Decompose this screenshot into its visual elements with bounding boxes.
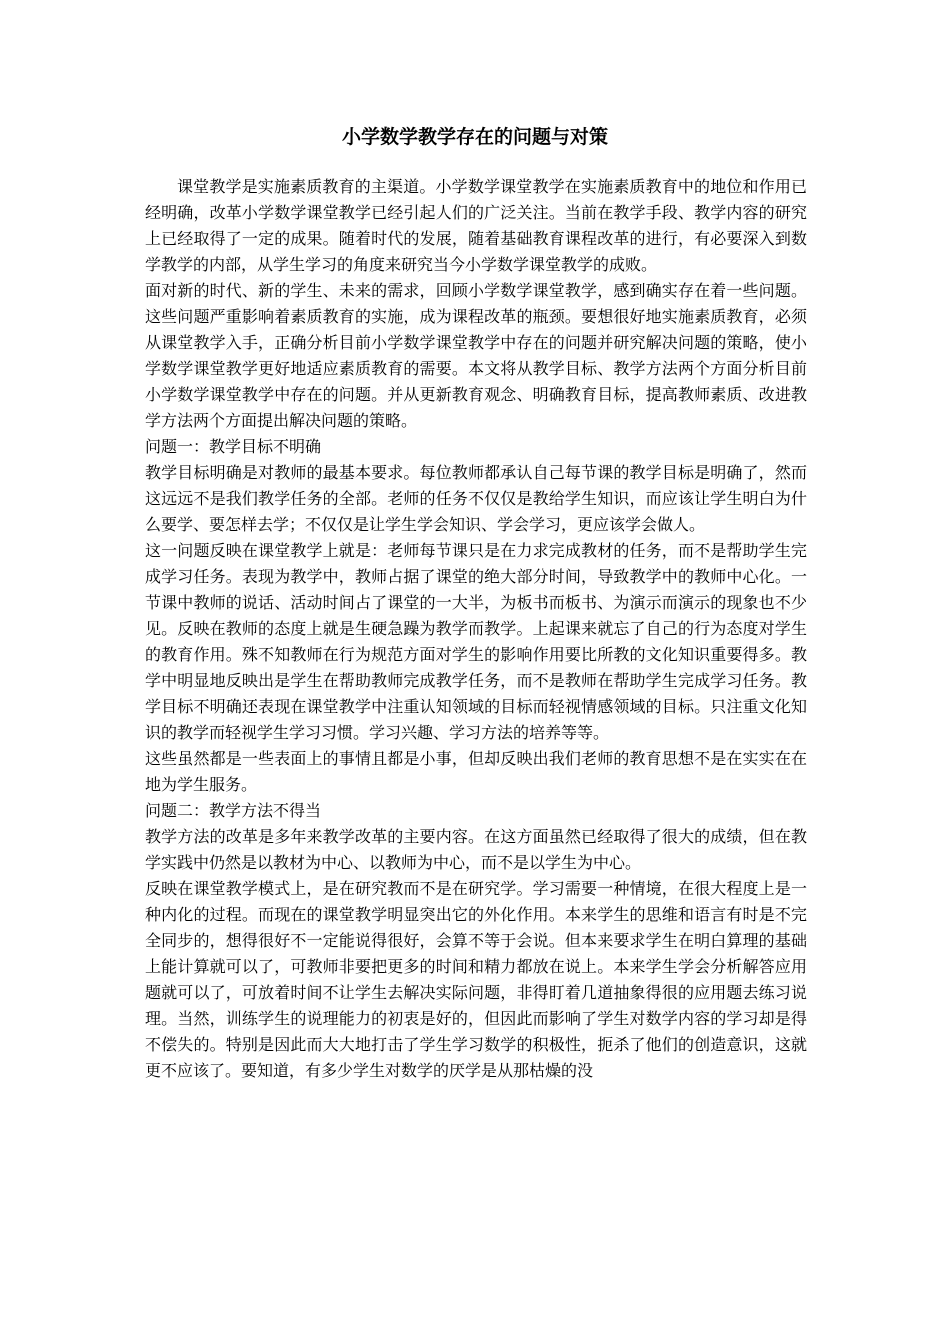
- paragraph-problem-two-intro: 教学方法的改革是多年来教学改革的主要内容。在这方面虽然已经取得了很大的成绩，但在教学实践中仍然是以教材为中心、以教师为中心，而不是以学生为中心。: [145, 827, 807, 872]
- section-heading-problem-two: 问题二：教学方法不得当: [145, 801, 322, 820]
- paragraph-problem-one-intro: 教学目标明确是对教师的最基本要求。每位教师都承认自己每节课的教学目标是明确了，然而这远远不是我们教学任务的全部。老师的任务不仅仅是教给学生知识，而应该让学生明白为什么要学、要怎样去学；不仅仅是让学生学会知识、学会学习，更应该学会做人。: [145, 463, 807, 534]
- paragraph-problems-overview: 面对新的时代、新的学生、未来的需求，回顾小学数学课堂教学，感到确实存在着一些问题。这些问题严重影响着素质教育的实施，成为课程改革的瓶颈。要想很好地实施素质教育，必须从课堂教学入手，正确分析目前小学数学课堂教学中存在的问题并研究解决问题的策略，使小学数学课堂教学更好地适应素质教育的需要。本文将从教学目标、教学方法两个方面分析目前小学数学课堂教学中存在的问题。并从更新教育观念、明确教育目标，提高教师素质、改进教学方法两个方面提出解决问题的策略。: [145, 281, 807, 430]
- document-title: 小学数学教学存在的问题与对策: [341, 126, 608, 148]
- document-body: [145, 174, 807, 1084]
- paragraph-problem-one-summary: 这些虽然都是一些表面上的事情且都是小事，但却反映出我们老师的教育思想不是在实实在在地为学生服务。: [145, 749, 807, 794]
- paragraph-intro: 课堂教学是实施素质教育的主渠道。小学数学课堂教学在实施素质教育中的地位和作用已经明确，改革小学数学课堂教学已经引起人们的广泛关注。当前在教学手段、教学内容的研究上已经取得了一定的成果。随着时代的发展，随着基础教育课程改革的进行，有必要深入到数学教学的内部，从学生学习的角度来研究当今小学数学课堂教学的成败。: [145, 177, 807, 274]
- section-heading-problem-one: 问题一：教学目标不明确: [145, 437, 322, 456]
- paragraph-problem-two-detail: 反映在课堂教学模式上，是在研究教而不是在研究学。学习需要一种情境，在很大程度上是一种内化的过程。而现在的课堂教学明显突出它的外化作用。本来学生的思维和语言有时是不完全同步的，想得很好不一定能说得很好，会算不等于会说。但本来要求学生在明白算理的基础上能计算就可以了，可教师非要把更多的时间和精力都放在说上。本来学生学会分析解答应用题就可以了，可放着时间不让学生去解决实际问题，非得盯着几道抽象得很的应用题去练习说理。当然，训练学生的说理能力的初衷是好的，但因此而影响了学生对数学内容的学习却是得不偿失的。特别是因此而大大地打击了学生学习数学的积极性，扼杀了他们的创造意识，这就更不应该了。要知道，有多少学生对数学的厌学是从那枯燥的没: [145, 879, 807, 1080]
- paragraph-problem-one-detail: 这一问题反映在课堂教学上就是：老师每节课只是在力求完成教材的任务，而不是帮助学生完成学习任务。表现为教学中，教师占据了课堂的绝大部分时间，导致教学中的教师中心化。一节课中教师的说话、活动时间占了课堂的一大半，为板书而板书、为演示而演示的现象也不少见。反映在教师的态度上就是生硬急躁为教学而教学。上起课来就忘了自己的行为态度对学生的教育作用。殊不知教师在行为规范方面对学生的影响作用要比所教的文化知识重要得多。教学中明显地反映出是学生在帮助教师完成教学任务，而不是教师在帮助学生完成学习任务。教学目标不明确还表现在课堂教学中注重认知领域的目标而轻视情感领域的目标。只注重文化知识的教学而轻视学生学习习惯。学习兴趣、学习方法的培养等等。: [145, 541, 807, 742]
